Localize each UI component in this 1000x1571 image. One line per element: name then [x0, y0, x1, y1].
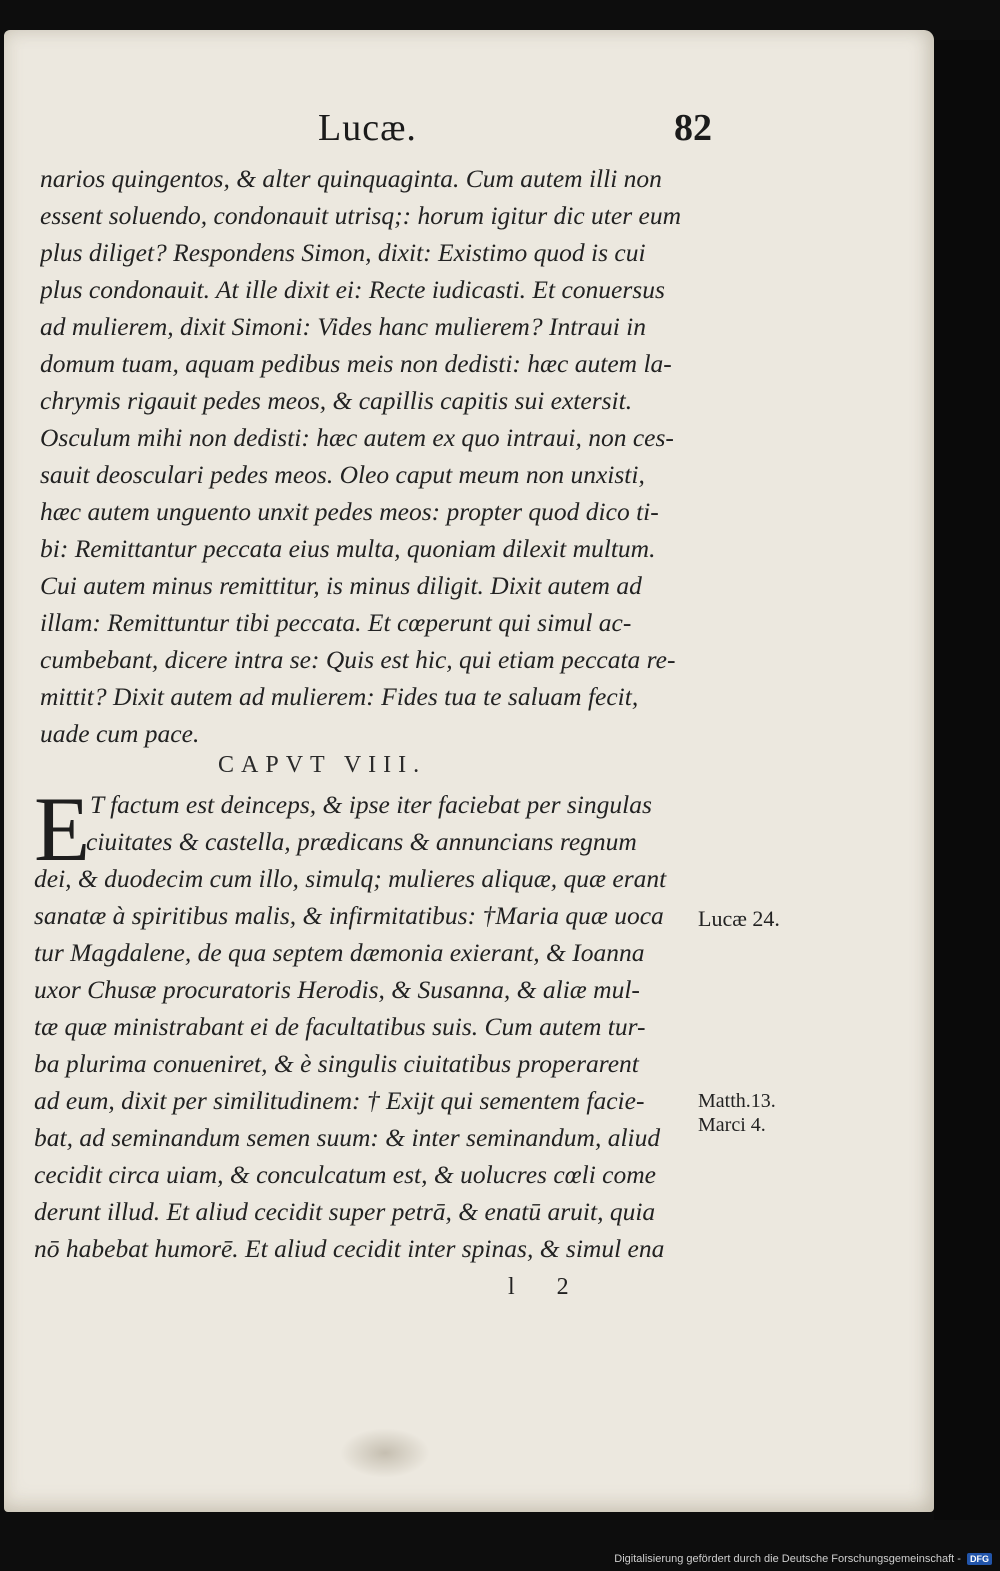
text-line: tur Magdalene, de qua septem dæmonia exierant, & Ioanna — [34, 938, 645, 967]
text-line: hæc autem unguento unxit pedes meos: propter quod dico ti- — [40, 497, 659, 526]
scan-background — [934, 40, 1000, 1520]
text-line: plus condonauit. At ille dixit ei: Recte iudicasti. Et conuersus — [40, 275, 665, 304]
text-line: mittit? Dixit autem ad mulierem: Fides tua te saluam fecit, — [40, 682, 639, 711]
text-line: chrymis rigauit pedes meos, & capillis capitis sui extersit. — [40, 386, 633, 415]
text-line: plus diliget? Respondens Simon, dixit: Existimo quod is cui — [40, 238, 646, 267]
chapter-heading: CAPVT VIII. — [218, 752, 427, 778]
folio-number: 82 — [674, 107, 712, 149]
text-line: cecidit circa uiam, & conculcatum est, & uolucres cœli come — [34, 1160, 656, 1189]
text-line: cumbebant, dicere intra se: Quis est hic, qui etiam peccata re- — [40, 645, 676, 674]
text-line: essent soluendo, condonauit utrisq;: horum igitur dic uter eum — [40, 201, 681, 230]
paper-stain — [340, 1428, 430, 1478]
text-line: derunt illud. Et aliud cecidit super petrā, & enatū aruit, quia — [34, 1197, 656, 1226]
text-line: illam: Remittuntur tibi peccata. Et cœperunt qui simul ac- — [40, 608, 632, 637]
text-line: sauit deosculari pedes meos. Oleo caput meum non unxisti, — [40, 460, 645, 489]
text-line: domum tuam, aquam pedibus meis non dedisti: hæc autem la- — [40, 349, 672, 378]
text-line: Cui autem minus remittitur, is minus diligit. Dixit autem ad — [40, 571, 642, 600]
text-line: tæ quæ ministrabant ei de facultatibus suis. Cum autem tur- — [34, 1012, 646, 1041]
text-line: narios quingentos, & alter quinquaginta. Cum autem illi non — [40, 164, 662, 193]
text-line: T factum est deinceps, & ipse iter faciebat per singulas — [90, 790, 652, 819]
text-line: dei, & duodecim cum illo, simulq; mulieres aliquæ, quæ erant — [34, 864, 667, 893]
margin-note-luke: Lucæ 24. — [698, 906, 780, 931]
text-line: nō habebat humorē. Et aliud cecidit inter spinas, & simul ena — [34, 1234, 665, 1263]
credit-text: Digitalisierung gefördert durch die Deutsche Forschungsgemeinschaft - — [614, 1553, 961, 1565]
text-line: ad eum, dixit per similitudinem: † Exijt qui sementem facie- — [34, 1086, 645, 1115]
text-line: bi: Remittantur peccata eius multa, quoniam dilexit multum. — [40, 534, 656, 563]
text-line: sanatæ à spiritibus malis, & infirmitatibus: †Maria quæ uoca — [34, 901, 664, 930]
margin-note-matthew: Matth.13. — [698, 1090, 776, 1112]
text-line: uxor Chusæ procuratoris Herodis, & Susanna, & aliæ mul- — [34, 975, 640, 1004]
text-line: uade cum pace. — [40, 719, 200, 748]
text-line: bat, ad seminandum semen suum: & inter seminandum, aliud — [34, 1123, 661, 1152]
text-line: ad mulierem, dixit Simoni: Vides hanc mulierem? Intraui in — [40, 312, 646, 341]
drop-cap: E — [34, 778, 91, 880]
text-line: ba plurima conueniret, & è singulis ciuitatibus properarent — [34, 1049, 639, 1078]
signature-mark: l 2 — [508, 1274, 587, 1300]
margin-note-mark: Marci 4. — [698, 1114, 766, 1136]
text-line: Osculum mihi non dedisti: hæc autem ex quo intraui, non ces- — [40, 423, 674, 452]
text-block-luke-7 — [40, 160, 720, 752]
text-block-chapter-8 — [34, 778, 714, 1267]
running-head: Lucæ. — [318, 107, 417, 149]
dfg-logo: DFG — [967, 1553, 992, 1565]
text-line: ciuitates & castella, prædicans & annuncians regnum — [86, 827, 637, 856]
digitization-credit — [614, 1553, 992, 1565]
